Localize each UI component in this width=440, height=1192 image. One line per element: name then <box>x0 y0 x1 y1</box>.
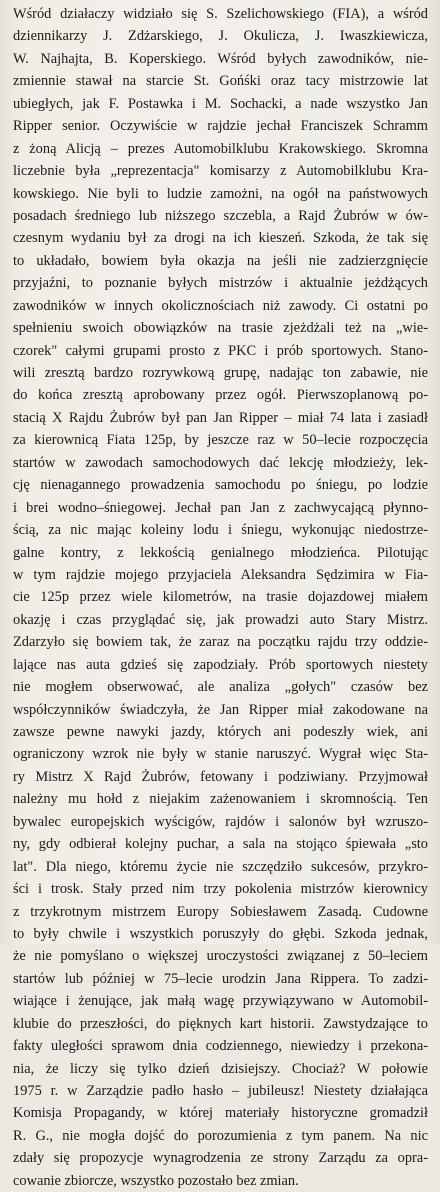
text-line: cję nienagannego prowadzenia samochodu po śniegu, po lodzie <box>13 477 428 494</box>
text-line: wiające i żenujące, jak małą wagę przywiązywano w Automobil- <box>13 993 428 1010</box>
text-line: galne kontry, z lekkością genialnego młodzieńca. Pilotując <box>13 544 428 561</box>
text-line: współczynników świadczyła, że Jan Ripper miał zakodowane na <box>13 701 428 718</box>
text-line: zawsze pewne nawyki jazdy, których ani podeszły wiek, ani <box>13 724 428 740</box>
text-line: nie mogłem obserwować, ale analiza „gołych" czasów bez <box>13 679 428 696</box>
text-line: to układało, bowiem była okazja na jeśli nie zadzierzgnięcie <box>13 252 428 269</box>
text-line: do końca zresztą aprobowany przez ogół. Pierwszoplanową po- <box>13 387 428 404</box>
text-line: Ripper senior. Oczywiście w rajdzie jechał Franciszek Schramm <box>13 118 428 135</box>
text-line: z trzykrotnym mistrzem Europy Sobiesławem Zasadą. Cudowne <box>13 903 428 920</box>
text-line: ny, gdy odbierał kolejny puchar, a sala na stojąco śpiewała „sto <box>13 836 428 853</box>
text-line: Zdarzyło się bowiem tak, że zaraz na początku rajdu trzy oddzie- <box>13 634 428 651</box>
text-line: liczebnie była „reprezentacja" komisarzy z Automobilklubu Kra- <box>13 163 428 180</box>
text-line: ry Mistrz X Rajd Żubrów, fetowany i podziwiany. Przyjmował <box>13 768 428 785</box>
text-line: nia, że liczy się tylko dzień dzisiejszy. Chociaż? W połowie <box>13 1060 428 1077</box>
text-line: z żoną Alicją – prezes Automobilklubu Krakowskiego. Skromna <box>13 140 428 157</box>
text-line: okazję i czas przyglądać się, jak prowadzi auto Stary Mistrz. <box>13 611 428 628</box>
text-line: stacią X Rajdu Żubrów był pan Jan Ripper – miał 74 lata i zasiadł <box>13 409 428 426</box>
text-line: R. G., nie mogła dojść do porozumienia z tym panem. Na nic <box>13 1127 428 1144</box>
body-text <box>13 3 428 1192</box>
text-line: ści i trosk. Stały przed nim trzy pokolenia mistrzów kierownicy <box>13 881 428 898</box>
text-line: Komisja Propagandy, w której materiały historyczne gromadził <box>13 1105 428 1122</box>
text-line: przyjaźni, to poznanie byłych mistrzów i aktualnie jeżdżących <box>13 275 428 292</box>
text-line: czesnym wydaniu był za drogi na ich kieszeń. Szkoda, że tak się <box>13 230 428 247</box>
text-line: i brei wodno–śniegowej. Jechał pan Jan z zachwycającą płynno- <box>13 499 428 516</box>
text-line: ubiegłych, jak F. Postawka i M. Sochacki, a nade wszystko Jan <box>13 95 428 112</box>
text-line: kowskiego. Nie byli to ludzie zamożni, na ogół na państwowych <box>13 185 428 202</box>
text-line: za kierownicą Fiata 125p, by jeszcze raz w 50–lecie rozpoczęcia <box>13 432 428 449</box>
text-line: lat". Dla niego, któremu życie nie szczędziło sukcesów, przykro- <box>13 858 428 875</box>
text-line: zawodników w innych okolicznościach niż zawody. Ci ostatni po <box>13 297 428 314</box>
text-line: czorek" całymi grupami prosto z PKC i prób sportowych. Stano- <box>13 342 428 359</box>
text-line: lające nas auta gdzieś się zapodziały. Prób sportowych niestety <box>13 656 428 673</box>
text-line: W. Najhajta, B. Koperskiego. Wśród byłych zawodników, nie- <box>13 50 428 67</box>
text-line: klubie do przeszłości, do pięknych kart historii. Zawstydzające to <box>13 1015 428 1032</box>
text-line: zmiennie stawał na starcie St. Gońśki oraz tacy mistrzowie lat <box>13 73 428 90</box>
text-line: ścią, za nic mając koleiny lodu i śniegu, wykonując niedostrze- <box>13 522 428 539</box>
text-line: że nie pomyślano o większej uroczystości związanej z 50–leciem <box>13 948 428 965</box>
text-line: Wśród działaczy widziało się S. Szelichowskiego (FIA), a wśród <box>13 6 428 22</box>
text-line: startów w zawodach samochodowych dać lekcję młodzieży, lek- <box>13 454 428 471</box>
text-line: cie 125p przez wiele kilometrów, na trasie dojazdowej miałem <box>13 589 428 606</box>
text-line: 1975 r. w Zarządzie padło hasło – jubileusz! Niestety działająca <box>13 1083 428 1099</box>
text-line: cowanie zbiorcze, wszystko pozostało bez zmian. <box>13 1172 299 1189</box>
text-line: posadach średniego lub niższego szczebla, a Rajd Żubrów w ów- <box>13 207 428 224</box>
text-line: wili zresztą bardzo rozrywkową grupę, nadając ton zabawie, nie <box>13 365 428 381</box>
text-line: fakty uległości sprawom dnia codziennego, niewiedzy i przekona- <box>13 1038 428 1055</box>
text-line: dziennikarzy J. Zdżarskiego, J. Okulicza, J. Iwaszkiewicza, <box>13 28 428 45</box>
text-line: to były chwile i wszystkich poruszyły do głębi. Szkoda jednak, <box>13 925 428 942</box>
text-line: należny mu hołd z niejakim zażenowaniem i skromnością. Ten <box>13 791 428 808</box>
text-line: w tym rajdzie mojego przyjaciela Aleksandra Sędzimira w Fia- <box>13 566 428 583</box>
text-line: ograniczony wzrok nie były w stanie naruszyć. Wygrał więc Sta- <box>13 746 428 763</box>
text-line: bywalec europejskich wyścigów, rajdów i salonów był wzruszo- <box>13 813 428 830</box>
text-line: zdały się propozycje wynagrodzenia ze strony Zarządu za opra- <box>13 1150 428 1167</box>
text-line: spełnieniu swoich obowiązków na trasie zjeżdżali też na „wie- <box>13 320 428 337</box>
text-line: startów lub później w 75–lecie urodzin Jana Rippera. To zadzi- <box>13 970 428 987</box>
